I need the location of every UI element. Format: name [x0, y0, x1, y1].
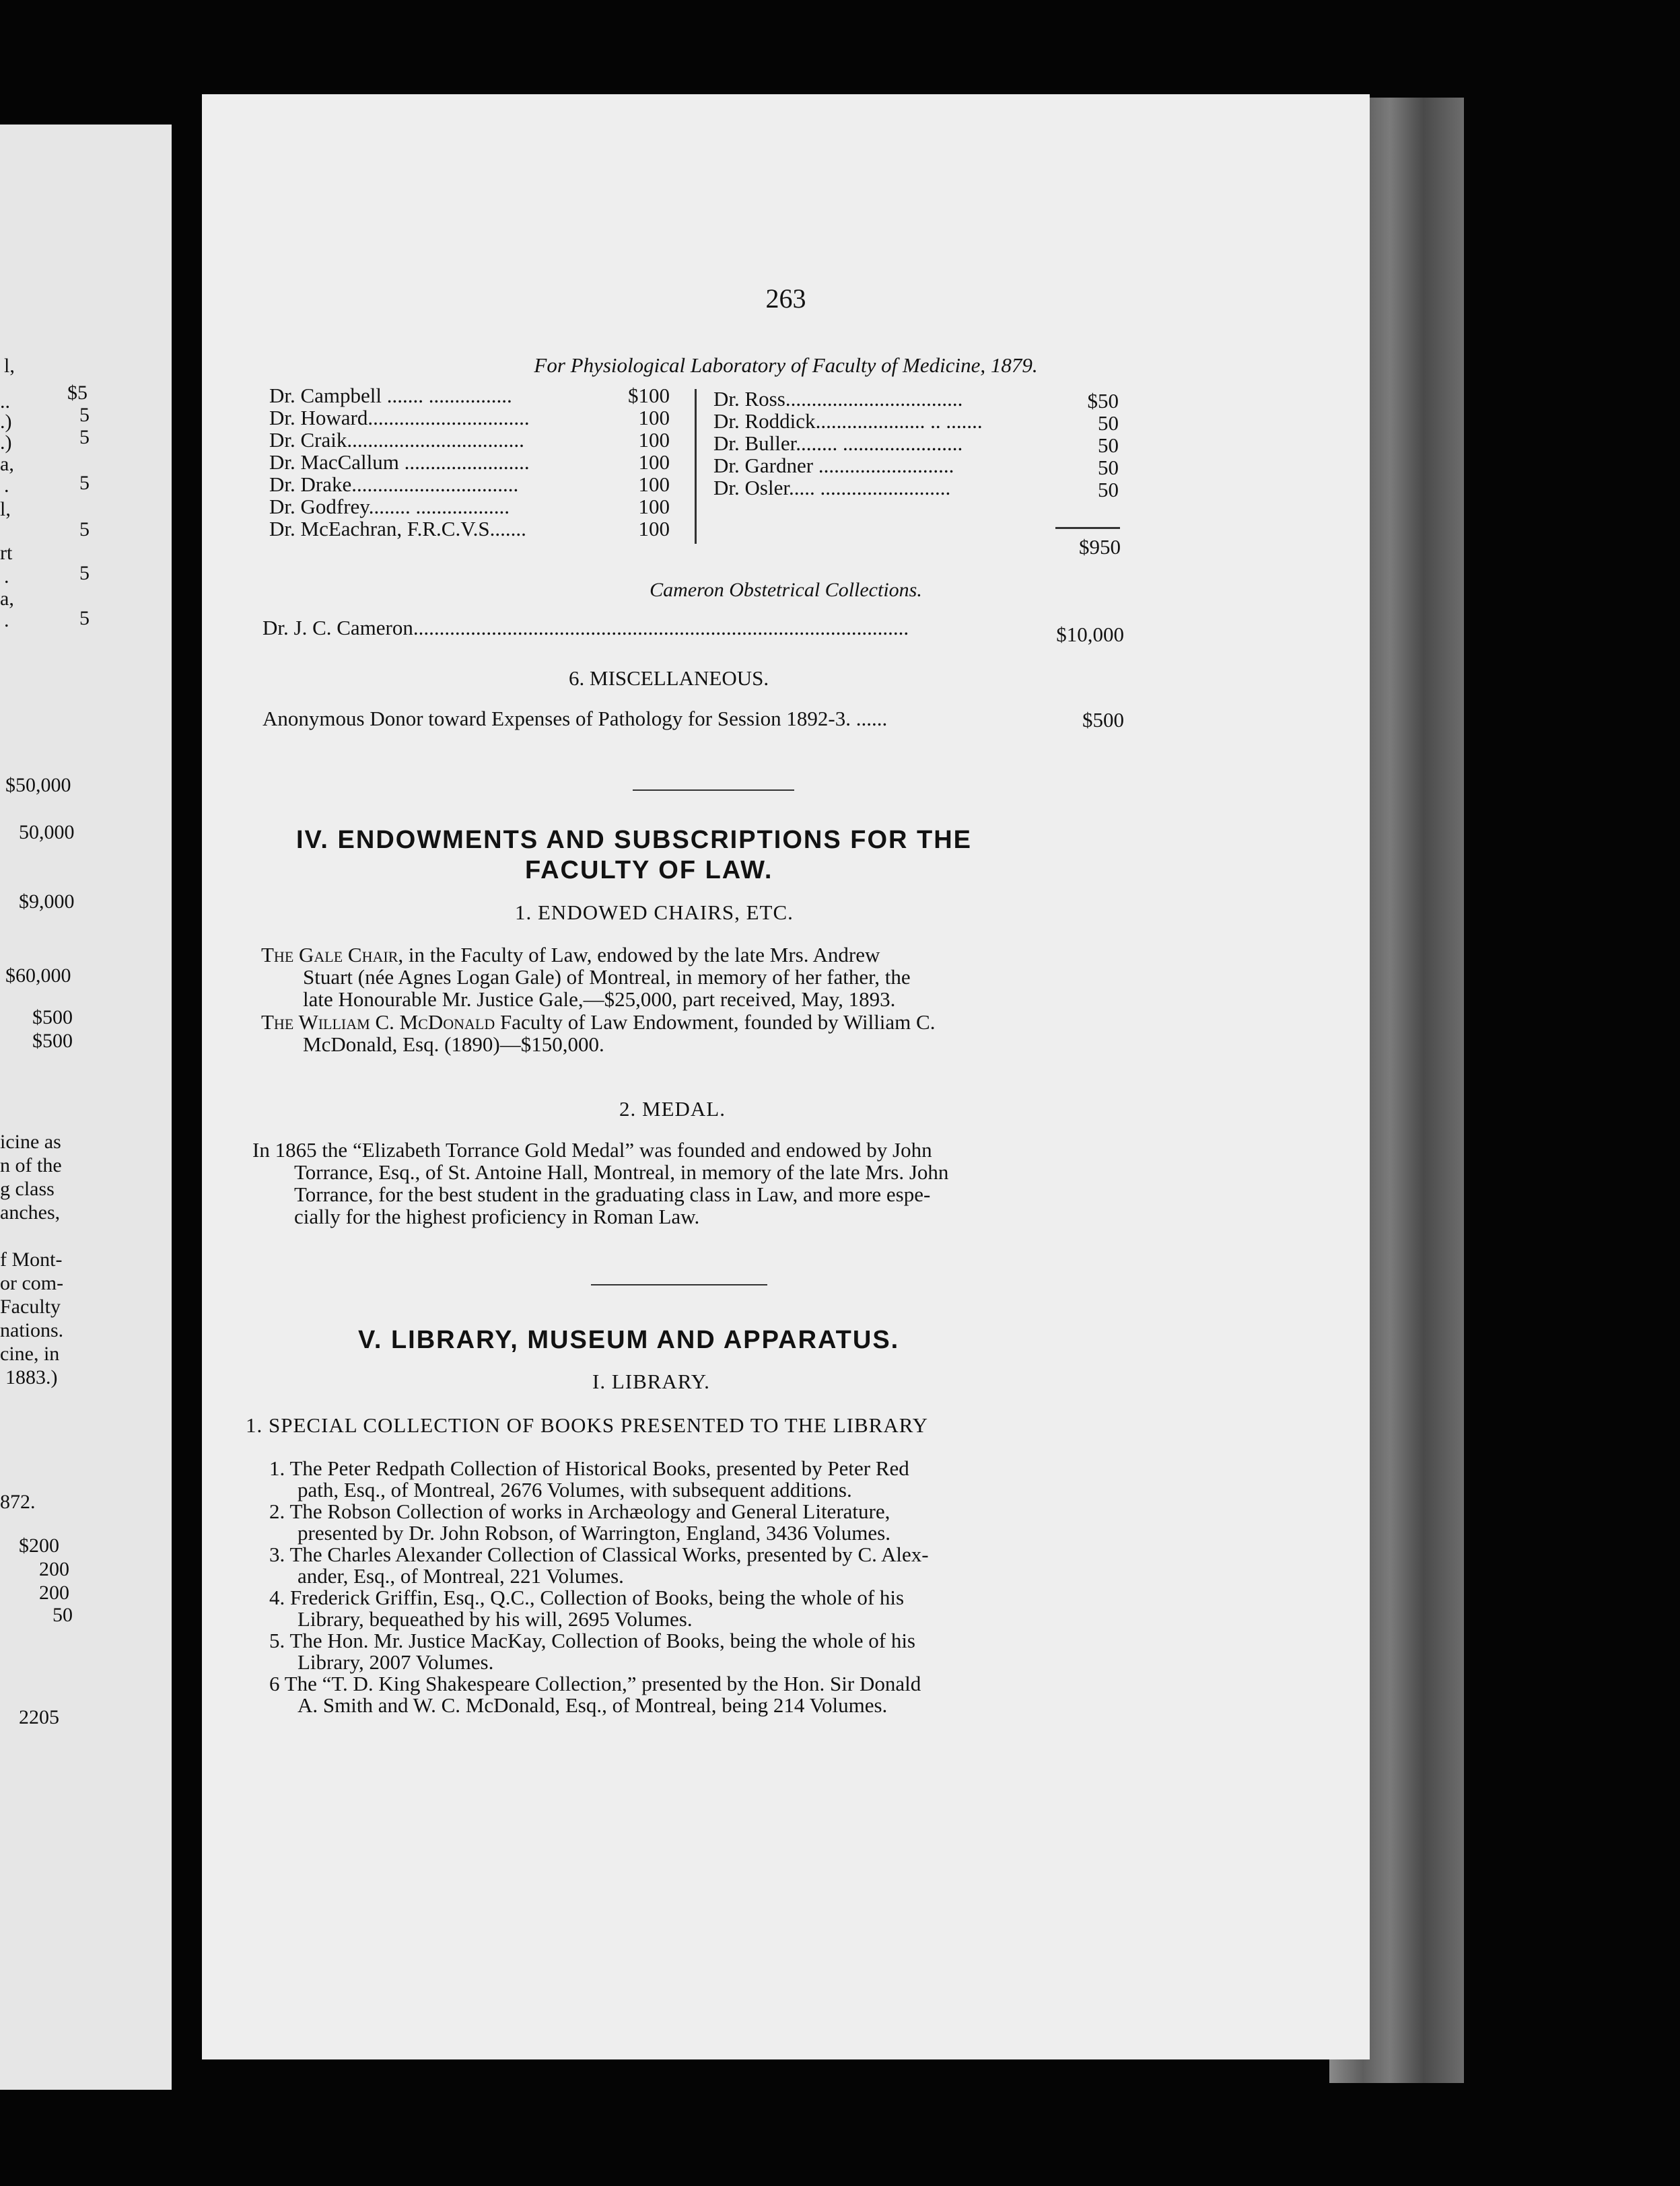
left-fragment: g class — [0, 1178, 55, 1200]
list-item: 5. The Hon. Mr. Justice MacKay, Collection of Books, being the whole of his — [269, 1629, 916, 1652]
left-fragment: anches, — [0, 1201, 61, 1224]
dot-leader: ..................... .. ....... — [815, 409, 983, 433]
donor-amount: 50 — [1098, 456, 1119, 479]
left-fragment: $200 — [19, 1535, 59, 1557]
misc-heading: 6. MISCELLANEOUS. — [569, 666, 769, 690]
text-line — [261, 1011, 935, 1033]
left-fragment: 1883.) — [5, 1366, 58, 1388]
text-line: In 1865 the “Elizabeth Torrance Gold Medal” was founded and endowed by John — [252, 1138, 932, 1162]
dot-leader: ...... — [495, 517, 526, 540]
donor-amount: 100 — [638, 450, 670, 474]
donor-amount: 100 — [638, 428, 670, 452]
donor-row — [269, 450, 530, 474]
donor-row — [269, 517, 526, 541]
dot-leader: .................................. — [785, 387, 963, 411]
text-line — [261, 944, 911, 966]
section-iv-title: IV. ENDOWMENTS AND SUBSCRIPTIONS FOR THE — [296, 826, 973, 854]
donor-name: Dr. Campbell — [269, 384, 382, 407]
left-fragment: icine as — [0, 1131, 61, 1153]
section-divider — [591, 1284, 767, 1285]
left-fragment: rt — [0, 542, 13, 564]
donor-row — [269, 406, 530, 430]
left-fragment: $5 — [67, 382, 88, 404]
donor-amount: 100 — [638, 517, 670, 540]
dot-leader: .......................... — [813, 454, 954, 477]
left-fragment: 2205 — [19, 1706, 59, 1728]
left-page-fragment — [0, 125, 172, 2090]
left-fragment: a, — [0, 453, 14, 475]
left-fragment: 872. — [0, 1491, 36, 1513]
left-fragment: 200 — [39, 1558, 69, 1580]
list-item: 4. Frederick Griffin, Esq., Q.C., Collection of Books, being the whole of his — [269, 1586, 905, 1609]
list-item-continuation: presented by Dr. John Robson, of Warrington, England, 3436 Volumes. — [298, 1521, 890, 1545]
left-fragment: a, — [0, 588, 14, 610]
left-fragment: nations. — [0, 1319, 64, 1341]
list-item: 1. The Peter Redpath Collection of Historical Books, presented by Peter Red — [269, 1456, 909, 1480]
left-fragment: 5 — [79, 404, 90, 426]
dot-leader: ............................................................................................... — [413, 616, 909, 639]
cameron-entry-name: Dr. J. C. Cameron — [262, 616, 413, 639]
left-fragment: $500 — [32, 1030, 73, 1052]
section-divider — [633, 789, 794, 791]
list-item-continuation: Library, 2007 Volumes. — [298, 1650, 494, 1674]
cameron-entry — [262, 616, 1043, 640]
list-item-continuation: path, Esq., of Montreal, 2676 Volumes, with subsequent additions. — [298, 1478, 852, 1502]
donor-row — [269, 495, 510, 519]
dot-leader: .................................. — [347, 428, 524, 452]
left-fragment: 200 — [39, 1582, 69, 1604]
text-fragment: Faculty of Law Endowment, founded by William C. — [495, 1010, 936, 1034]
medal-paragraph — [252, 1139, 948, 1228]
donor-amount: 100 — [638, 472, 670, 496]
dot-leader: ........ .................. — [368, 495, 510, 518]
dot-leader: ....... ................ — [382, 384, 512, 407]
endowed-chairs-heading: 1. ENDOWED CHAIRS, ETC. — [515, 901, 794, 924]
left-fragment: 5 — [79, 607, 90, 629]
donor-name: Dr. Buller — [713, 431, 796, 455]
special-collection-heading: 1. SPECIAL COLLECTION OF BOOKS PRESENTED TO THE LIBRARY — [246, 1413, 929, 1437]
text-line: McDonald, Esq. (1890)—$150,000. — [303, 1032, 604, 1056]
left-fragment: . — [4, 565, 9, 588]
donor-name: Dr. Godfrey — [269, 495, 369, 518]
donor-amount: 100 — [638, 406, 670, 429]
donor-amount: 100 — [638, 495, 670, 518]
total-rule — [1055, 527, 1120, 529]
donor-amount: $50 — [1087, 389, 1119, 413]
left-fragment: f Mont- — [0, 1248, 63, 1271]
left-fragment: $50,000 — [5, 774, 71, 796]
list-item: 3. The Charles Alexander Collection of Classical Works, presented by C. Alex- — [269, 1543, 929, 1566]
physiological-total: $950 — [1079, 535, 1121, 559]
physiological-heading: For Physiological Laboratory of Faculty of Medicine, 1879. — [534, 353, 1038, 377]
left-fragment: $60,000 — [5, 964, 71, 987]
left-fragment: $9,000 — [19, 890, 75, 913]
dot-leader: ..... ......................... — [788, 476, 951, 499]
donor-name: Dr. McEachran, F.R.C.V.S. — [269, 517, 495, 540]
gale-chair-name: The Gale Chair, — [261, 943, 404, 966]
left-fragment: 5 — [79, 518, 90, 540]
text-line: Torrance, Esq., of St. Antoine Hall, Montreal, in memory of the late Mrs. John — [294, 1160, 949, 1184]
donor-name: Dr. Drake — [269, 472, 352, 496]
donor-row — [713, 409, 983, 433]
left-fragment: $500 — [32, 1006, 73, 1028]
text-line: Torrance, for the best student in the graduating class in Law, and more espe- — [294, 1183, 931, 1206]
left-fragment: 5 — [79, 562, 90, 584]
misc-amount: $500 — [1082, 708, 1124, 732]
donor-row — [713, 431, 963, 456]
donor-amount: 50 — [1098, 478, 1119, 501]
donor-amount: $100 — [628, 384, 670, 407]
donor-amount: 50 — [1098, 433, 1119, 457]
medal-heading: 2. MEDAL. — [619, 1097, 726, 1121]
donor-row — [269, 428, 524, 452]
gale-chair-paragraph — [261, 944, 911, 1010]
left-fragment: . — [4, 474, 9, 497]
list-item-continuation: Library, bequeathed by his will, 2695 Volumes. — [298, 1607, 693, 1631]
donor-name: Dr. Ross — [713, 387, 785, 411]
dot-leader: ........ ....................... — [796, 431, 963, 455]
list-item: 6 The “T. D. King Shakespeare Collection,” presented by the Hon. Sir Donald — [269, 1672, 921, 1695]
donor-amount: 50 — [1098, 411, 1119, 435]
section-iv-title-line2: FACULTY OF LAW. — [525, 856, 773, 884]
list-item-continuation: ander, Esq., of Montreal, 221 Volumes. — [298, 1564, 624, 1588]
text-fragment: in the Faculty of Law, endowed by the late Mrs. Andrew — [403, 943, 880, 966]
donor-row — [269, 384, 512, 408]
left-fragment: l, — [0, 498, 11, 520]
column-divider — [695, 389, 697, 544]
donor-row — [713, 454, 954, 478]
left-fragment: 5 — [79, 426, 90, 448]
donor-row — [269, 472, 518, 497]
left-fragment: 50,000 — [19, 821, 75, 843]
donor-row — [713, 387, 963, 411]
left-fragment: l, — [4, 355, 15, 377]
left-fragment: n of the — [0, 1154, 62, 1176]
dot-leader: ............................... — [368, 406, 530, 429]
left-fragment: .. — [0, 390, 10, 413]
text-line: Stuart (née Agnes Logan Gale) of Montreal, in memory of her father, the — [303, 965, 911, 989]
left-fragment: 50 — [53, 1604, 73, 1626]
mcdonald-name: The William C. McDonald — [261, 1010, 495, 1034]
list-item: 2. The Robson Collection of works in Archæology and General Literature, — [269, 1500, 890, 1523]
donor-name: Dr. Gardner — [713, 454, 814, 477]
left-fragment: .) — [0, 431, 12, 454]
donor-name: Dr. Craik — [269, 428, 347, 452]
list-item-continuation: A. Smith and W. C. McDonald, Esq., of Montreal, being 214 Volumes. — [298, 1693, 888, 1717]
left-fragment: 5 — [79, 472, 90, 494]
donor-name: Dr. MacCallum — [269, 450, 399, 474]
left-fragment: or com- — [0, 1272, 64, 1294]
misc-entry: Anonymous Donor toward Expenses of Pathology for Session 1892-3. ...... — [262, 707, 888, 730]
cameron-heading: Cameron Obstetrical Collections. — [650, 579, 922, 601]
donor-name: Dr. Roddick — [713, 409, 816, 433]
left-fragment: cine, in — [0, 1343, 60, 1365]
dot-leader: ................................ — [351, 472, 519, 496]
page-number: 263 — [765, 283, 806, 314]
left-fragment: . — [4, 609, 9, 631]
donor-name: Dr. Howard — [269, 406, 368, 429]
page-263 — [202, 94, 1370, 2059]
cameron-amount: $10,000 — [1056, 623, 1124, 646]
donor-row — [713, 476, 950, 500]
library-heading: I. LIBRARY. — [592, 1370, 710, 1393]
dot-leader: ........................ — [398, 450, 530, 474]
donor-name: Dr. Osler — [713, 476, 789, 499]
text-line: late Honourable Mr. Justice Gale,—$25,000, part received, May, 1893. — [303, 987, 896, 1011]
left-fragment: Faculty — [0, 1296, 61, 1318]
library-collections-list — [269, 1458, 929, 1716]
section-v-title: V. LIBRARY, MUSEUM AND APPARATUS. — [358, 1326, 900, 1354]
text-line: cially for the highest proficiency in Roman Law. — [294, 1205, 700, 1228]
left-fragment: .) — [0, 411, 12, 433]
mcdonald-endowment-paragraph — [261, 1011, 935, 1055]
